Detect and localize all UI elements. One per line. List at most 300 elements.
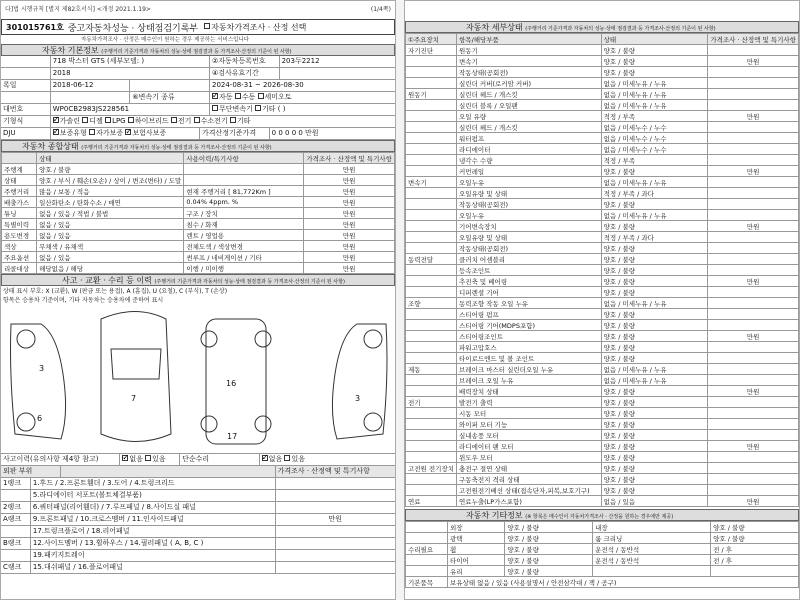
legend: 상태 표시 부호: X (교환), W (판금 또는 용접), A (흠집), U (요철), C (부식), T (손상) [3, 288, 228, 295]
other-label2: 운전석 / 동반석 [593, 544, 711, 555]
detail-state[interactable]: 양호 / 불량 [601, 254, 708, 265]
detail-row [406, 408, 799, 419]
detail-state[interactable]: 양호 / 불량 [601, 342, 708, 353]
detail-price: 만원 [708, 441, 799, 452]
detail-state[interactable]: 양호 / 불량 [601, 353, 708, 364]
other-row [406, 555, 799, 566]
detail-group [406, 166, 457, 177]
other-state[interactable]: 양호 / 불량 [505, 555, 593, 566]
summary-status[interactable]: 없음 / 있음 [37, 230, 184, 241]
summary-note: 렌트 / 영업용 [184, 230, 304, 241]
detail-group: 제동 [406, 364, 457, 375]
summary-status[interactable]: 없음 / 있음 [37, 219, 184, 230]
detail-item: 워터펌프 [457, 133, 602, 144]
detail-price [708, 144, 799, 155]
detail-item: 구동축전지 격리 상태 [457, 474, 602, 485]
detail-item: 타이로드엔드 및 볼 조인트 [457, 353, 602, 364]
accident-section-title: 사고 · 교환 · 수리 등 이력 (주행거리 기준가격과 자동차의 성능·상태 점검결과 등 가격조사·산정의 기준이 된 사항) [1, 274, 395, 286]
detail-state[interactable]: 양호 / 불량 [601, 221, 708, 232]
detail-item: 오일유량 및 상태 [457, 232, 602, 243]
detail-item: 라디에이터 [457, 144, 602, 155]
panel-header: 외판 부위 [1, 466, 61, 477]
detail-state[interactable]: 양호 / 불량 [601, 430, 708, 441]
detail-item: 냉각수 수량 [457, 155, 602, 166]
detail-row [406, 155, 799, 166]
detail-state[interactable]: 양호 / 불량 [601, 67, 708, 78]
summary-note: 썬루프 / 네비게이션 / 기타 [184, 252, 304, 263]
panel-rank1b-row [1, 490, 395, 502]
page-number: (1/4쪽) [370, 6, 391, 13]
panel-rank2-items: 6.쿼터패널(리어휀더) / 7.루프패널 / 8.사이드실 패널 [31, 502, 276, 513]
panel-rank1-label: 1랭크 [1, 478, 31, 489]
detail-group [406, 221, 457, 232]
summary-row [2, 219, 395, 230]
detail-item: 실린더 헤드 / 개스킷 [457, 122, 602, 133]
detail-price: 만원 [708, 56, 799, 67]
detail-group [406, 353, 457, 364]
detail-group [406, 78, 457, 89]
detail-group: 조향 [406, 298, 457, 309]
detail-item: 추진축 및 베어링 [457, 276, 602, 287]
other-state[interactable]: 양호 / 불량 [505, 566, 593, 577]
car-outline-svg [1, 304, 396, 454]
other-label: 광택 [448, 533, 505, 544]
panel-c-items: 15.대쉬패널 / 16.플로어패널 [31, 562, 276, 573]
accident-label: 사고이력(유의사항 제4항 참고) [1, 454, 120, 465]
summary-note [184, 175, 304, 186]
detail-state[interactable]: 양호 / 불량 [601, 199, 708, 210]
summary-status[interactable]: 양호 / 부식 / 훼손(오손) / 상이 / 변조(변타) / 도말 [37, 175, 184, 186]
detail-col-price: 가격조사 · 산정액 및 특기사항 [708, 34, 799, 45]
summary-price: 만원 [304, 208, 395, 219]
detail-state[interactable]: 없음 / 미세누유 / 누유 [601, 100, 708, 111]
detail-group: 연료 [406, 496, 457, 507]
detail-price [708, 45, 799, 56]
detail-row [406, 188, 799, 199]
summary-status[interactable]: 양호 / 불량 [37, 164, 184, 175]
summary-status[interactable]: 많음 / 보통 / 적음 [37, 186, 184, 197]
detail-state[interactable]: 없음 / 미세누수 / 누수 [601, 122, 708, 133]
detail-state[interactable]: 양호 / 불량 [601, 320, 708, 331]
detail-price [708, 210, 799, 221]
detail-state[interactable]: 양호 / 불량 [601, 166, 708, 177]
detail-state[interactable]: 적정 / 부족 [601, 111, 708, 122]
detail-item: 실린더 커버(로커암 커버) [457, 78, 602, 89]
other-row [406, 522, 799, 533]
detail-state[interactable]: 양호 / 불량 [601, 474, 708, 485]
car-roof [111, 349, 161, 379]
detail-price [708, 122, 799, 133]
summary-price: 만원 [304, 219, 395, 230]
detail-row [406, 78, 799, 89]
detail-group [406, 331, 457, 342]
detail-state[interactable]: 적정 / 부족 / 과다 [601, 232, 708, 243]
detail-item: 시동 모터 [457, 408, 602, 419]
detail-price [708, 397, 799, 408]
detail-item: 연료누출(LP가스포함) [457, 496, 602, 507]
summary-row [2, 241, 395, 252]
other-state2[interactable]: 전 / 후 [711, 555, 799, 566]
detail-state[interactable]: 양호 / 불량 [601, 408, 708, 419]
detail-price: 만원 [708, 276, 799, 287]
detail-state[interactable]: 적정 / 부족 / 과다 [601, 188, 708, 199]
detail-item: 실내송풍 모터 [457, 430, 602, 441]
detail-row [406, 199, 799, 210]
summary-price: 만원 [304, 186, 395, 197]
detail-item: 오일유량 및 상태 [457, 188, 602, 199]
detail-row [406, 331, 799, 342]
detail-item: 커먼레일 [457, 166, 602, 177]
detail-col-device: ①주요장치 [406, 34, 457, 45]
basic-items-row: 보유상태 없음 / 있음 (사용설명서 / 안전삼각대 / 잭 / 공구) [448, 577, 799, 588]
detail-row [406, 144, 799, 155]
detail-col-state: 상태 [601, 34, 708, 45]
checkbox-price-option[interactable] [204, 23, 210, 29]
other-label: 휠 [448, 544, 505, 555]
summary-row [2, 175, 395, 186]
price: 0 0 0 0 0 만원 [271, 129, 319, 137]
detail-state[interactable]: 없음 / 미세누유 / 누유 [601, 298, 708, 309]
detail-group: 원동기 [406, 89, 457, 100]
row-year [1, 68, 395, 80]
detail-price [708, 408, 799, 419]
summary-price: 만원 [304, 241, 395, 252]
detail-row [406, 133, 799, 144]
detail-state[interactable]: 없음 / 미세누유 / 누유 [601, 210, 708, 221]
detail-state[interactable]: 양호 / 불량 [601, 441, 708, 452]
detail-state[interactable]: 없음 / 미세누유 / 누유 [601, 375, 708, 386]
detail-row [406, 276, 799, 287]
row-car-name [1, 56, 395, 68]
other-row [406, 533, 799, 544]
detail-state[interactable]: 없음 / 미세누수 / 누수 [601, 144, 708, 155]
other-state2[interactable]: 양호 / 불량 [711, 522, 799, 533]
detail-group: 자기진단 [406, 45, 457, 56]
summary-note: 이행 / 미이행 [184, 263, 304, 274]
detail-item: 와이퍼 모터 기능 [457, 419, 602, 430]
detail-group [406, 144, 457, 155]
summary-note: 침수 / 화재 [184, 219, 304, 230]
detail-state[interactable]: 양호 / 불량 [601, 331, 708, 342]
summary-note: 구조 / 장치 [184, 208, 304, 219]
detail-group [406, 441, 457, 452]
summary-status[interactable]: 없음 / 있음 [37, 252, 184, 263]
detail-state[interactable]: 없음 / 미세누유 / 누유 [601, 177, 708, 188]
simple-repair-label: 단순수리 [180, 454, 260, 465]
summary-label: 배출가스 [2, 197, 37, 208]
detail-item: 클러치 어셈블리 [457, 254, 602, 265]
panel-rank2-row [1, 502, 395, 514]
detail-item: 디퍼렌셜 기어 [457, 287, 602, 298]
part-16-label: 16 [226, 379, 237, 388]
detail-group [406, 67, 457, 78]
panel-a-items2: 17.트렁크플로어 / 18.리어패널 [31, 526, 276, 537]
legend-note: 항목은 승용차 기준이며, 기타 자동차는 승용차에 준하여 표시 [3, 297, 164, 304]
part-7-label: 7 [131, 394, 137, 403]
summary-row [2, 164, 395, 175]
detail-state[interactable]: 적정 / 부족 [601, 155, 708, 166]
summary-price: 만원 [304, 263, 395, 274]
detail-row [406, 265, 799, 276]
detail-state[interactable]: 없음 / 있음 [601, 496, 708, 507]
detail-group [406, 243, 457, 254]
detail-price: 만원 [708, 386, 799, 397]
detail-row [406, 232, 799, 243]
summary-row [2, 263, 395, 274]
detail-group [406, 408, 457, 419]
wheel-rear-left [17, 413, 35, 431]
detail-group [406, 199, 457, 210]
part-17-label: 17 [227, 432, 238, 441]
detail-price [708, 232, 799, 243]
detail-price [708, 67, 799, 78]
summary-status[interactable]: 해당없음 / 해당 [37, 263, 184, 274]
detail-row [406, 89, 799, 100]
part-6-label: 6 [37, 414, 43, 423]
row-transmission [1, 92, 395, 104]
detail-group [406, 100, 457, 111]
detail-row [406, 298, 799, 309]
summary-row [2, 252, 395, 263]
detail-row [406, 364, 799, 375]
detail-state[interactable]: 양호 / 불량 [601, 419, 708, 430]
detail-group [406, 276, 457, 287]
detail-item: 작동상태(공회전) [457, 67, 602, 78]
other-label2: 운전석 / 동반석 [593, 555, 711, 566]
other-label2: 룸 크리닝 [593, 533, 711, 544]
other-state[interactable]: 양호 / 불량 [505, 522, 593, 533]
row-engine: DJU ✓ 보증유형 자가보증 ✓ 보험사보증 가격산정기준가격 0 0 0 0 0 만원 [1, 128, 395, 140]
detail-item: 라디에이터 팬 모터 [457, 441, 602, 452]
summary-label: 주행거리 [2, 186, 37, 197]
summary-price: 만원 [304, 197, 395, 208]
other-label2 [593, 566, 711, 577]
detail-group [406, 375, 457, 386]
detail-row [406, 67, 799, 78]
detail-price [708, 243, 799, 254]
other-label: 유리 [448, 566, 505, 577]
detail-state[interactable]: 양호 / 불량 [601, 309, 708, 320]
detail-price [708, 342, 799, 353]
detail-price [708, 89, 799, 100]
summary-table [1, 152, 395, 274]
summary-note: 전체도색 / 색상변경 [184, 241, 304, 252]
summary-note: 0.04% 4ppm. % [184, 197, 304, 208]
detail-row [406, 210, 799, 221]
detail-row [406, 177, 799, 188]
detail-row [406, 375, 799, 386]
panel-b-items: 12.사이드멤버 / 13.휠하우스 / 14.필러패널 ( A, B, C ) [31, 538, 276, 549]
detail-group [406, 210, 457, 221]
detail-row [406, 342, 799, 353]
other-label: 외장 [448, 522, 505, 533]
detail-item: 실린더 헤드 / 개스킷 [457, 89, 602, 100]
detail-price: 만원 [708, 496, 799, 507]
detail-price [708, 320, 799, 331]
summary-label: 주요옵션 [2, 252, 37, 263]
detail-state[interactable]: 양호 / 불량 [601, 386, 708, 397]
detail-item: 기어변속장치 [457, 221, 602, 232]
price-note: 자동차가격조사 · 산정은 매수인이 원하는 경우 제공하는 서비스입니다 [81, 37, 250, 43]
detail-group: 전기 [406, 397, 457, 408]
summary-status[interactable]: 무채색 / 유채색 [37, 241, 184, 252]
first-reg-label: 록일 [1, 80, 51, 91]
form-header-left: 다]법 시행규칙 [별지 제82호서식] <개정 2021.1.19> [5, 6, 151, 13]
detail-item: 발전기 출력 [457, 397, 602, 408]
detail-state[interactable]: 없음 / 미세누수 / 누수 [601, 133, 708, 144]
detail-state[interactable]: 양호 / 불량 [601, 56, 708, 67]
detail-price [708, 133, 799, 144]
detail-state[interactable]: 양호 / 불량 [601, 287, 708, 298]
detail-group [406, 155, 457, 166]
detail-price [708, 155, 799, 166]
detail-group [406, 122, 457, 133]
detail-row [406, 463, 799, 474]
panel-a2-row [1, 526, 395, 538]
detail-group [406, 56, 457, 67]
detail-group: 변속기 [406, 177, 457, 188]
detail-item: 동력조향 작동 오일 누유 [457, 298, 602, 309]
detail-group [406, 474, 457, 485]
vin: WP0CB2983JS228561 [51, 104, 210, 115]
detail-group: 고전원 전기장치 [406, 463, 457, 474]
reg-no-label: ②자동차등록번호 [210, 56, 280, 67]
detail-row [406, 430, 799, 441]
trans-auto: ✓ 자동 수동 세미오토 [210, 92, 395, 103]
engine: DJU [1, 128, 51, 139]
summary-section-title: 자동차 종합상태 (주행거리 기준가격과 자동차의 성능·상태 점검결과 등 가격조사·산정의 기준이 된 사항) [1, 140, 395, 152]
detail-price [708, 353, 799, 364]
panel-c-row [1, 562, 395, 574]
detail-state[interactable]: 양호 / 불량 [601, 397, 708, 408]
detail-group [406, 342, 457, 353]
detail-state[interactable]: 양호 / 불량 [601, 243, 708, 254]
detail-item: 원동기 [457, 45, 602, 56]
detail-item: 오일누유 [457, 210, 602, 221]
other-state[interactable]: 양호 / 불량 [505, 544, 593, 555]
detail-group [406, 232, 457, 243]
detail-row [406, 309, 799, 320]
panel-price: 만원 [328, 515, 343, 523]
detail-group: 동력전달 [406, 254, 457, 265]
detail-item: 스티어링조인트 [457, 331, 602, 342]
detail-row [406, 496, 799, 507]
panel-rank1b-items: 5.라디에이터 서포트(볼트체결부품) [31, 490, 276, 501]
summary-price: 만원 [304, 175, 395, 186]
detail-state[interactable]: 양호 / 불량 [601, 452, 708, 463]
panel-a-items: 9.프론트패널 / 10.크로스멤버 / 11.인사이드패널 [31, 514, 276, 525]
summary-status[interactable]: 없음 / 있음 / 적법 / 불법 [37, 208, 184, 219]
row-vin: 대번호 WP0CB2983JS228561 무단변속기 기타 ( ) [1, 104, 395, 116]
detail-row [406, 243, 799, 254]
detail-state[interactable]: 양호 / 불량 [601, 463, 708, 474]
detail-group [406, 320, 457, 331]
detail-row [406, 56, 799, 67]
detail-group [406, 287, 457, 298]
detail-group [406, 452, 457, 463]
detail-item: 윈도우 모터 [457, 452, 602, 463]
left-page [0, 0, 396, 600]
detail-state[interactable]: 양호 / 불량 [601, 485, 708, 496]
other-state2[interactable]: 전 / 후 [711, 544, 799, 555]
detail-price [708, 199, 799, 210]
part-3-label: 3 [39, 364, 45, 373]
detail-state[interactable]: 없음 / 미세누유 / 누유 [601, 364, 708, 375]
detail-state[interactable]: 없음 / 미세누유 / 누유 [601, 89, 708, 100]
detail-group [406, 430, 457, 441]
detail-row [406, 45, 799, 56]
summary-label: 상태 [2, 175, 37, 186]
detail-row [406, 287, 799, 298]
car-right-side [332, 324, 387, 439]
other-row [406, 544, 799, 555]
reg-no: 203두2212 [281, 57, 320, 65]
other-state2[interactable]: 양호 / 불량 [711, 533, 799, 544]
detail-group [406, 188, 457, 199]
detail-price [708, 287, 799, 298]
detail-row [406, 221, 799, 232]
row-fuel: 기형식 ✓ 가솔린 디젤 LPG 하이브리드 전기 수소전기 기타 [1, 116, 395, 128]
detail-item: 배력장치 상태 [457, 386, 602, 397]
repair-label: 수리필요 [406, 544, 448, 555]
summary-note [184, 164, 304, 175]
detail-state[interactable]: 없음 / 미세누유 / 누유 [601, 78, 708, 89]
detail-item: 파워고압호스 [457, 342, 602, 353]
part-3-right-label: 3 [355, 394, 361, 403]
fuel-label: 기형식 [1, 116, 51, 127]
summary-row [2, 208, 395, 219]
wheel-front-left [17, 330, 35, 348]
detail-item: 오일 유량 [457, 111, 602, 122]
detail-row [406, 485, 799, 496]
detail-price [708, 177, 799, 188]
detail-price [708, 309, 799, 320]
detail-item: 스티어링 펌프 [457, 309, 602, 320]
summary-row [2, 186, 395, 197]
right-page [404, 0, 800, 600]
detail-item: 브레이크 마스터 실린더오일 누유 [457, 364, 602, 375]
panel-a-row [1, 514, 395, 526]
panel-price-header: 가격조사 · 산정액 및 특기사항 [277, 467, 370, 475]
other-state2[interactable] [711, 566, 799, 577]
detail-price: 만원 [708, 331, 799, 342]
summary-note: 현재 주행거리 [ 81,772Km ] [184, 186, 304, 197]
detail-group [406, 309, 457, 320]
detail-section-title: 자동차 세부상태 (주행거리 기준가격과 자동차의 성능·상태 점검결과 등 가격조사·산정의 기준이 된 사항) [405, 21, 799, 33]
detail-row [406, 397, 799, 408]
detail-group [406, 133, 457, 144]
other-label: 타이어 [448, 555, 505, 566]
row-first-reg [1, 80, 395, 92]
detail-state[interactable]: 양호 / 불량 [601, 45, 708, 56]
detail-price [708, 100, 799, 111]
summary-row [2, 197, 395, 208]
summary-status[interactable]: 일산화탄소 / 탄화수소 / 매연 [37, 197, 184, 208]
detail-state[interactable]: 양호 / 불량 [601, 276, 708, 287]
trans-label: ⑥변속기 종류 [130, 92, 210, 103]
detail-item: 등속조인트 [457, 265, 602, 276]
detail-row [406, 452, 799, 463]
detail-row [406, 111, 799, 122]
vin-label: 대번호 [1, 104, 51, 115]
detail-row [406, 386, 799, 397]
detail-table [405, 33, 799, 507]
summary-label: 색상 [2, 241, 37, 252]
detail-item: 브레이크 오일 누유 [457, 375, 602, 386]
other-state[interactable]: 양호 / 불량 [505, 533, 593, 544]
panel-a-label: A랭크 [1, 514, 31, 525]
detail-state[interactable]: 양호 / 불량 [601, 265, 708, 276]
